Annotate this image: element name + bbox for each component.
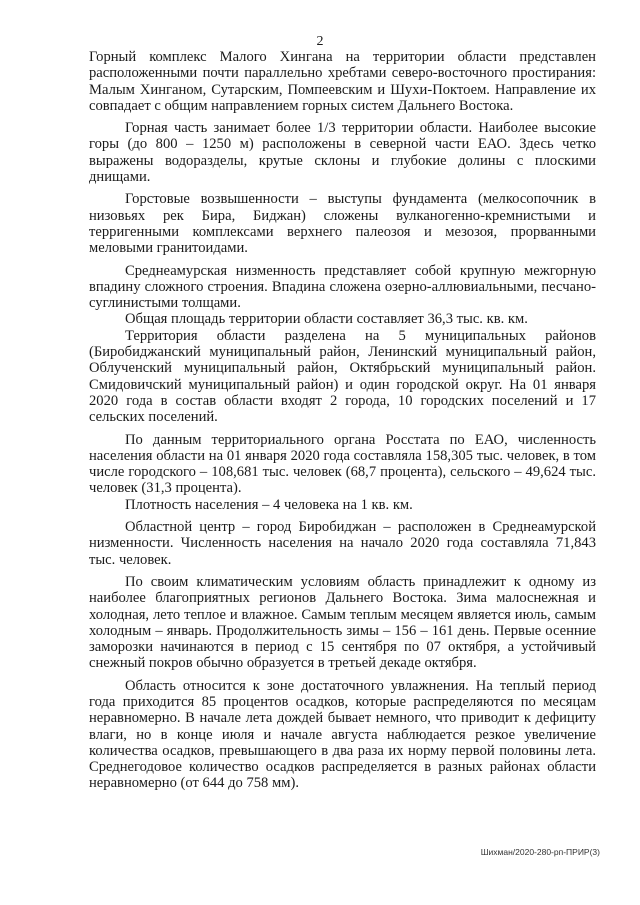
paragraph-districts: Территория области разделена на 5 муниципальных районов (Биробиджанский муниципальный район, Ленинский муниципальный район, Облученский муниципальный район, Октябрьский муниципальный район. Смидовичский муниципальный район) и один городской округ. На 01 января 2020 года в состав области входят 2 города, 10 городских поселений и 17 сельских поселений. xyxy=(89,327,596,426)
paragraph-horst-uplands: Горстовые возвышенности – выступы фундамента (мелкосопочник в низовьях рек Бира, Биджан) сложены вулканогенно-кремнистыми и терригенными комплексами верхнего палеозоя и мезозоя, прорванными меловыми гранитоидами. xyxy=(89,191,596,257)
document-body xyxy=(89,49,596,792)
document-code: Шихман/2020-280-рп-ПРИР(3) xyxy=(480,847,600,857)
paragraph-lowland: Среднеамурская низменность представляет собой крупную межгорную впадину сложного строения. Впадина сложена озерно-аллювиальными, песчано-суглинистыми толщами. xyxy=(89,262,596,312)
paragraph-climate: По своим климатическим условиям область принадлежит к одному из наиболее благоприятных регионов Дальнего Востока. Зима малоснежная и холодная, лето теплое и влажное. Самым теплым месяцем является июль, самым холодным – январь. Продолжительность зимы – 156 – 161 день. Первые осенние заморозки начинаются в период с 15 сентября по 07 октября, а устойчивый снежный покров обычно образуется в третьей декаде октября. xyxy=(89,573,596,672)
page-number: 2 xyxy=(316,34,324,49)
paragraph-mountain-complex: Горный комплекс Малого Хингана на территории области представлен расположенными почти параллельно хребтами северо-восточного простирания: Малым Хинганом, Сутарским, Помпеевским и Шухи-Поктоем. Направление их совпадает с общим направлением горных систем Дальнего Востока. xyxy=(89,49,596,114)
paragraph-precipitation: Область относится к зоне достаточного увлажнения. На теплый период года приходится 85 процентов осадков, которые распределяются по месяцам неравномерно. В начале лета дождей бывает немного, что приводит к дефициту влаги, но в конце июля и начале августа наблюдается резкое увеличение количества осадков, превышающего в два раза их норму первой половины лета. Среднегодовое количество осадков распределяется в разных районах области неравномерно (от 644 до 758 мм). xyxy=(89,677,596,792)
paragraph-population: По данным территориального органа Росстата по ЕАО, численность населения области на 01 января 2020 года составляла 158,305 тыс. человек, в том числе городского – 108,681 тыс. человек (68,7 процента), сельского – 49,624 тыс. человек (31,3 процента). xyxy=(89,431,596,497)
paragraph-mountain-part: Горная часть занимает более 1/3 территории области. Наиболее высокие горы (до 800 – 1250 м) расположены в северной части ЕАО. Здесь четко выражены водоразделы, крутые склоны и глубокие долины с плоскими днищами. xyxy=(89,120,596,186)
paragraph-density: Плотность населения – 4 человека на 1 кв. км. xyxy=(125,496,413,513)
paragraph-area: Общая площадь территории области составляет 36,3 тыс. кв. км. xyxy=(125,311,528,328)
paragraph-capital: Областной центр – город Биробиджан – расположен в Среднеамурской низменности. Численность населения на начало 2020 года составляла 71,843 тыс. человек. xyxy=(89,519,596,568)
